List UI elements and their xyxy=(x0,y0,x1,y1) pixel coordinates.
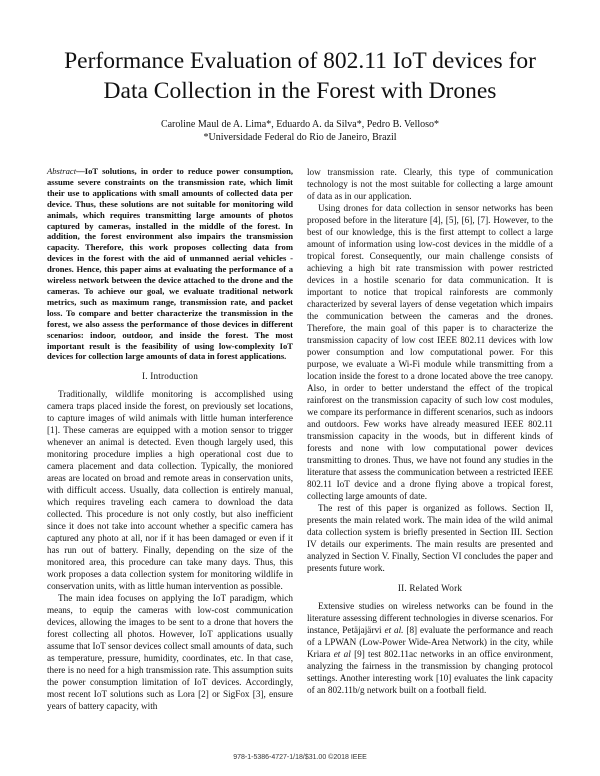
abstract-text: —IoT solutions, in order to reduce power consumption, assume severe constraints on the transmission rate, which limit their use to applications with small amounts of collected data per device. Thus, these solutions are not suitable for monitoring wild animals, which requires transmitting large amounts of photos captured by cameras, installed in the middle of the forest. In addition, the forest environment also impairs the transmission capacity. Therefore, this work proposes collecting data from devices in the forest with the aid of unmanned aerial vehicles - drones. Hence, this paper aims at evaluating the performance of a wireless network between the device attached to the drone and the cameras. To achieve our goal, we evaluate traditional network metrics, such as maximum range, transmission rate, and packet loss. To compare and better characterize the transmission in the forest, we also assess the performance of those devices in different scenarios: indoor, outdoor, and inside the forest. The most important result is the feasibility of using low-complexity IoT devices for collection large amounts of data in forest applications. xyxy=(47,166,293,362)
author-list: Caroline Maul de A. Lima*, Eduardo A. da Silva*, Pedro B. Velloso* xyxy=(160,119,440,130)
intro-paragraph-4: The rest of this paper is organized as follows. Section II, presents the main related work. The main idea of the wild animal data collection system is briefly presented in Section III. Section IV details our experiments. The main results are presented and analyzed in Section V. Finally, Section VI concludes the paper and presents future work. xyxy=(307,503,553,573)
abstract-lead: Abstract xyxy=(47,166,77,176)
related-work-etal-2: et al xyxy=(333,649,351,659)
section-heading-related-work: II. Related Work xyxy=(397,583,463,593)
right-column xyxy=(307,166,553,696)
section-heading-introduction: I. Introduction xyxy=(141,371,199,382)
related-work-text-b: [8] evaluate the performance and reach of a LPWAN (Low-Power Wide-Area Network) in the city, while Kriara xyxy=(307,625,554,659)
intro-paragraph-3: Using drones for data collection in sensor networks has been proposed before in the literature [4], [5], [6], [7]. However, to the best of our knowledge, this is the first attempt to collect a large amount of information using low-cost devices in the middle of a tropical forest. Consequently, our main challenge consists of achieving a high bit rate transmission with power restricted devices in a hostile scenario for data communication. It is important to notice that tropical rainforests are commonly characterized by several layers of dense vegetation which impairs the communication between the cameras and the drones. Therefore, the main goal of this paper is to characterize the transmission capacity of low cost IEEE 802.11 devices with low power consumption and low computational power. For this purpose, we evaluate a Wi-Fi module while transmitting from a location inside the forest to a drone located above the tree canopy. Also, in order to better understand the effect of the tropical rainforest on the transmission capacity of such low cost modules, we compare its performance in different scenarios, such as indoors and outdoors. Few works have already measured IEEE 802.11 transmission capacity in the woods, but in different kinds of forests and none with low computational power devices transmitting to drones. Thus, we have not found any studies in the literature that assess the communication between a restricted IEEE 802.11 IoT device and a drone flying above a tropical forest, collecting large amounts of date. xyxy=(307,203,553,501)
intro-paragraph-1: Traditionally, wildlife monitoring is accomplished using camera traps placed inside the forest, on previously set locations, to capture images of wild animals with little human interference [1]. These cameras are equipped with a motion sensor to trigger whenever an animal is detected. Even though largely used, this monitoring procedure implies a high operational cost due to camera placement and data collection. Typically, the moniored areas are located on broad and remote areas in conservation units, with difficult access. Usually, data collection is entirely manual, which requires traveling each camera to download the data collected. This procedure is not only costly, but also inefficient since it does not take into account whether a specific camera has captured any photo at all, nor if it has been damaged or even if it has run out of battery. Finally, depending on the size of the monitored area, this procedure can take many days. Thus, this work proposes a data collection system for monitoring wildlife in conservation units, with as little human intervention as possible. xyxy=(47,389,293,592)
left-column xyxy=(47,166,293,712)
paper-title: Performance Evaluation of 802.11 IoT devices for Data Collection in the Forest with Drones xyxy=(64,48,536,104)
author-affiliation: *Universidade Federal do Rio de Janeiro, Brazil xyxy=(203,132,397,143)
related-work-etal-1: et al. xyxy=(384,625,404,635)
copyright-footer: 978-1-5386-4727-1/18/$31.00 ©2018 IEEE xyxy=(233,754,367,761)
related-work-text-c: [9] test 802.11ac networks in an office environment, analyzing the fairness in the transmission by changing protocol settings. Another interesting work [10] evaluates the link capacity of an 802.11b/g network built on a football field. xyxy=(307,649,553,695)
related-work-paragraph-1 xyxy=(307,600,553,696)
related-work-text-a: Extensive studies on wireless networks can be found in the literature assessing different technologies in diverse scenarios. For instance, Petäjajärvi xyxy=(307,601,553,635)
intro-paragraph-2-continued: low transmission rate. Clearly, this type of communication technology is not the most suitable for collecting a large amount of data as in our application. xyxy=(307,167,553,201)
abstract xyxy=(47,166,293,362)
intro-paragraph-2: The main idea focuses on applying the IoT paradigm, which means, to equip the cameras with low-cost communication devices, allowing the images to be sent to a drone that hovers the forest collecting all photos. However, IoT applications usually assume that IoT sensor devices collect small amounts of data, such as temperature, pressure, humidity, coordinates, etc. In that case, there is no need for a high transmission rate. This assumption suits the power consumption limitation of IoT devices. Accordingly, most recent IoT solutions such as Lora [2] or SigFox [3], ensure years of battery capacity, with xyxy=(47,593,293,712)
